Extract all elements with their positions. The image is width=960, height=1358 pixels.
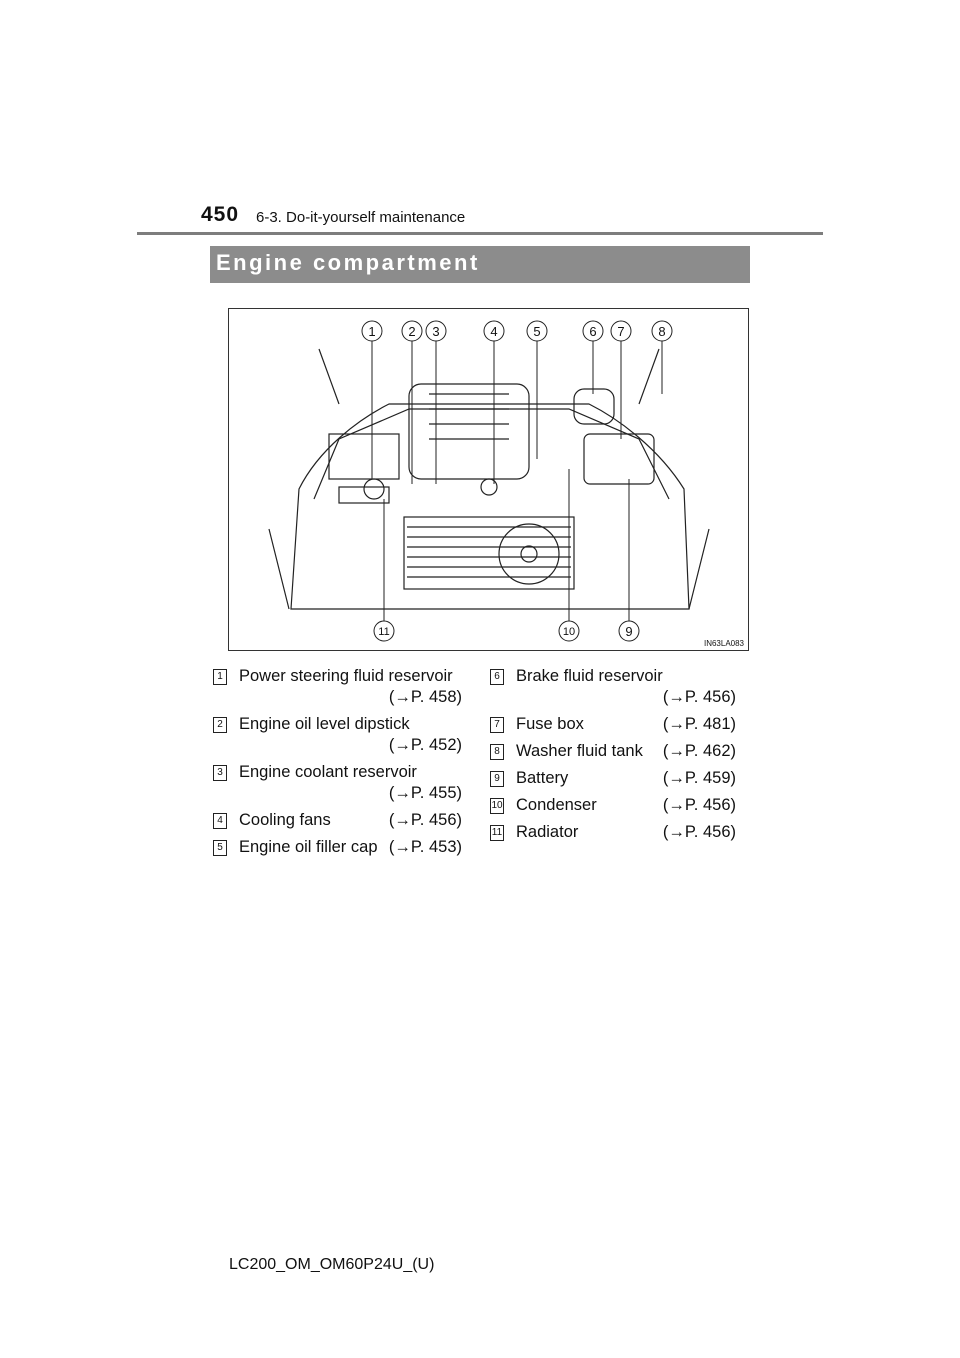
list-item	[490, 795, 736, 816]
engine-figure	[228, 308, 749, 651]
page-reference: (→P. 456)	[662, 823, 736, 841]
callout-7	[611, 321, 631, 341]
callout-10	[559, 621, 579, 641]
list-item	[213, 837, 462, 858]
callout-5	[527, 321, 547, 341]
section-title: 6-3. Do-it-yourself maintenance	[256, 209, 466, 226]
item-label: Brake fluid reservoir	[516, 667, 663, 685]
callout-5-label: 5	[533, 324, 541, 339]
legend-left	[213, 666, 462, 864]
callout-7-label: 7	[617, 324, 625, 339]
list-item	[490, 714, 736, 735]
callout-11-label: 11	[378, 626, 390, 638]
item-label: Washer fluid tank	[516, 742, 643, 760]
callout-2-label: 2	[408, 324, 416, 339]
callout-9-label: 9	[625, 624, 633, 639]
page-reference: (→P. 456)	[388, 811, 462, 829]
page-number: 450	[201, 203, 240, 226]
callout-1	[362, 321, 382, 341]
item-label: Engine coolant reservoir	[239, 763, 417, 781]
callout-8	[652, 321, 672, 341]
callout-10-label: 10	[562, 626, 576, 638]
page-reference: (→P. 452)	[388, 736, 462, 754]
list-item	[490, 822, 736, 843]
list-item	[490, 666, 736, 708]
item-number: 4	[213, 813, 227, 829]
item-number: 11	[490, 825, 504, 841]
figure-code: IN63LA083	[703, 639, 744, 648]
page-reference: (→P. 456)	[662, 796, 736, 814]
document-code: LC200_OM_OM60P24U_(U)	[229, 1256, 435, 1273]
callout-11	[374, 621, 394, 641]
item-label: Fuse box	[516, 715, 584, 733]
page-reference: (→P. 462)	[662, 742, 736, 760]
callout-6-label: 6	[589, 324, 597, 339]
callout-4-label: 4	[490, 324, 498, 339]
page-reference: (→P. 481)	[662, 715, 736, 733]
item-label: Power steering fluid reservoir	[239, 667, 453, 685]
page-reference: (→P. 453)	[388, 838, 462, 856]
item-label: Cooling fans	[239, 811, 331, 829]
item-label: Battery	[516, 769, 569, 787]
item-number: 6	[490, 669, 504, 685]
item-number: 3	[213, 765, 227, 781]
item-number: 10	[490, 798, 504, 814]
item-number: 8	[490, 744, 504, 760]
banner-title: Engine compartment	[216, 250, 480, 275]
page-reference: (→P. 458)	[388, 688, 462, 706]
item-label: Engine oil filler cap	[239, 838, 378, 856]
page-reference: (→P. 455)	[388, 784, 462, 802]
item-label: Radiator	[516, 823, 579, 841]
item-label: Engine oil level dipstick	[239, 715, 410, 733]
item-number: 2	[213, 717, 227, 733]
legend-right	[490, 666, 736, 849]
callout-4	[484, 321, 504, 341]
engine-illustration	[229, 309, 750, 652]
list-item	[490, 768, 736, 789]
callout-8-label: 8	[658, 324, 666, 339]
list-item	[213, 714, 462, 756]
callout-2	[402, 321, 422, 341]
list-item	[213, 666, 462, 708]
item-number: 9	[490, 771, 504, 787]
item-label: Condenser	[516, 796, 597, 814]
list-item	[490, 741, 736, 762]
callout-9	[619, 621, 639, 641]
callout-3-label: 3	[432, 324, 440, 339]
callout-1-label: 1	[368, 324, 376, 339]
list-item	[213, 810, 462, 831]
item-number: 7	[490, 717, 504, 733]
callout-3	[426, 321, 446, 341]
item-number: 1	[213, 669, 227, 685]
item-number: 5	[213, 840, 227, 856]
callout-6	[583, 321, 603, 341]
page-reference: (→P. 456)	[662, 688, 736, 706]
page-reference: (→P. 459)	[662, 769, 736, 787]
header-rule	[137, 232, 823, 235]
list-item	[213, 762, 462, 804]
